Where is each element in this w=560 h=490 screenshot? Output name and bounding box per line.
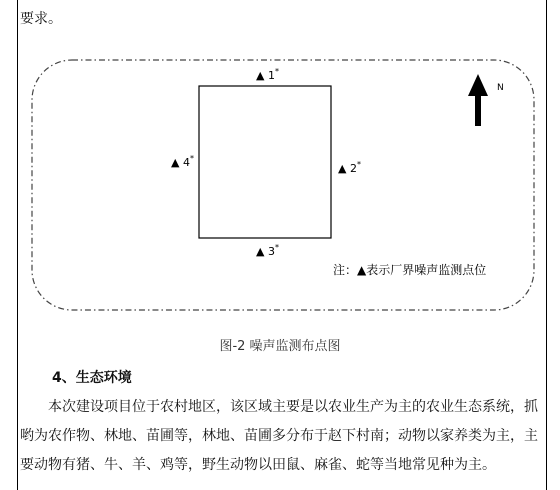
triangle-icon: ▲ <box>256 69 265 82</box>
figure-note: 注：▲表示厂界噪声监测点位 <box>333 263 487 277</box>
point-mark: * <box>275 67 279 76</box>
monitoring-point-3 <box>256 243 279 258</box>
monitoring-point-4 <box>171 154 194 169</box>
section-heading: 4、生态环境 <box>52 370 132 386</box>
paragraph-text: 本次建设项目位于农村地区，该区域主要是以农业生产为主的农业生态系统，抓哟为农作物、林地、苗圃等，林地、苗圃多分布于赵下村南；动物以家养类为主，主要动物有猪、牛、羊、鸡等，野生动物以田鼠、麻雀、蛇等当地常见种为主。 <box>20 399 538 473</box>
triangle-icon: ▲ <box>171 156 180 169</box>
point-mark: * <box>357 160 361 169</box>
monitoring-point-1 <box>256 67 279 82</box>
north-arrow <box>468 74 504 126</box>
triangle-icon: ▲ <box>338 162 347 175</box>
section-paragraph <box>20 393 542 480</box>
continued-text: 要求。 <box>20 11 62 27</box>
triangle-icon: ▲ <box>256 245 265 258</box>
point-mark: * <box>190 154 194 163</box>
point-label: 1 <box>268 69 275 82</box>
point-label: 3 <box>268 245 275 258</box>
figure-caption: 图-2 噪声监测布点图 <box>219 339 341 354</box>
monitoring-point-2 <box>338 160 361 175</box>
north-label: N <box>497 83 504 93</box>
factory-building <box>199 86 331 238</box>
point-mark: * <box>275 243 279 252</box>
point-label: 2 <box>350 162 357 175</box>
point-label: 4 <box>183 156 190 169</box>
